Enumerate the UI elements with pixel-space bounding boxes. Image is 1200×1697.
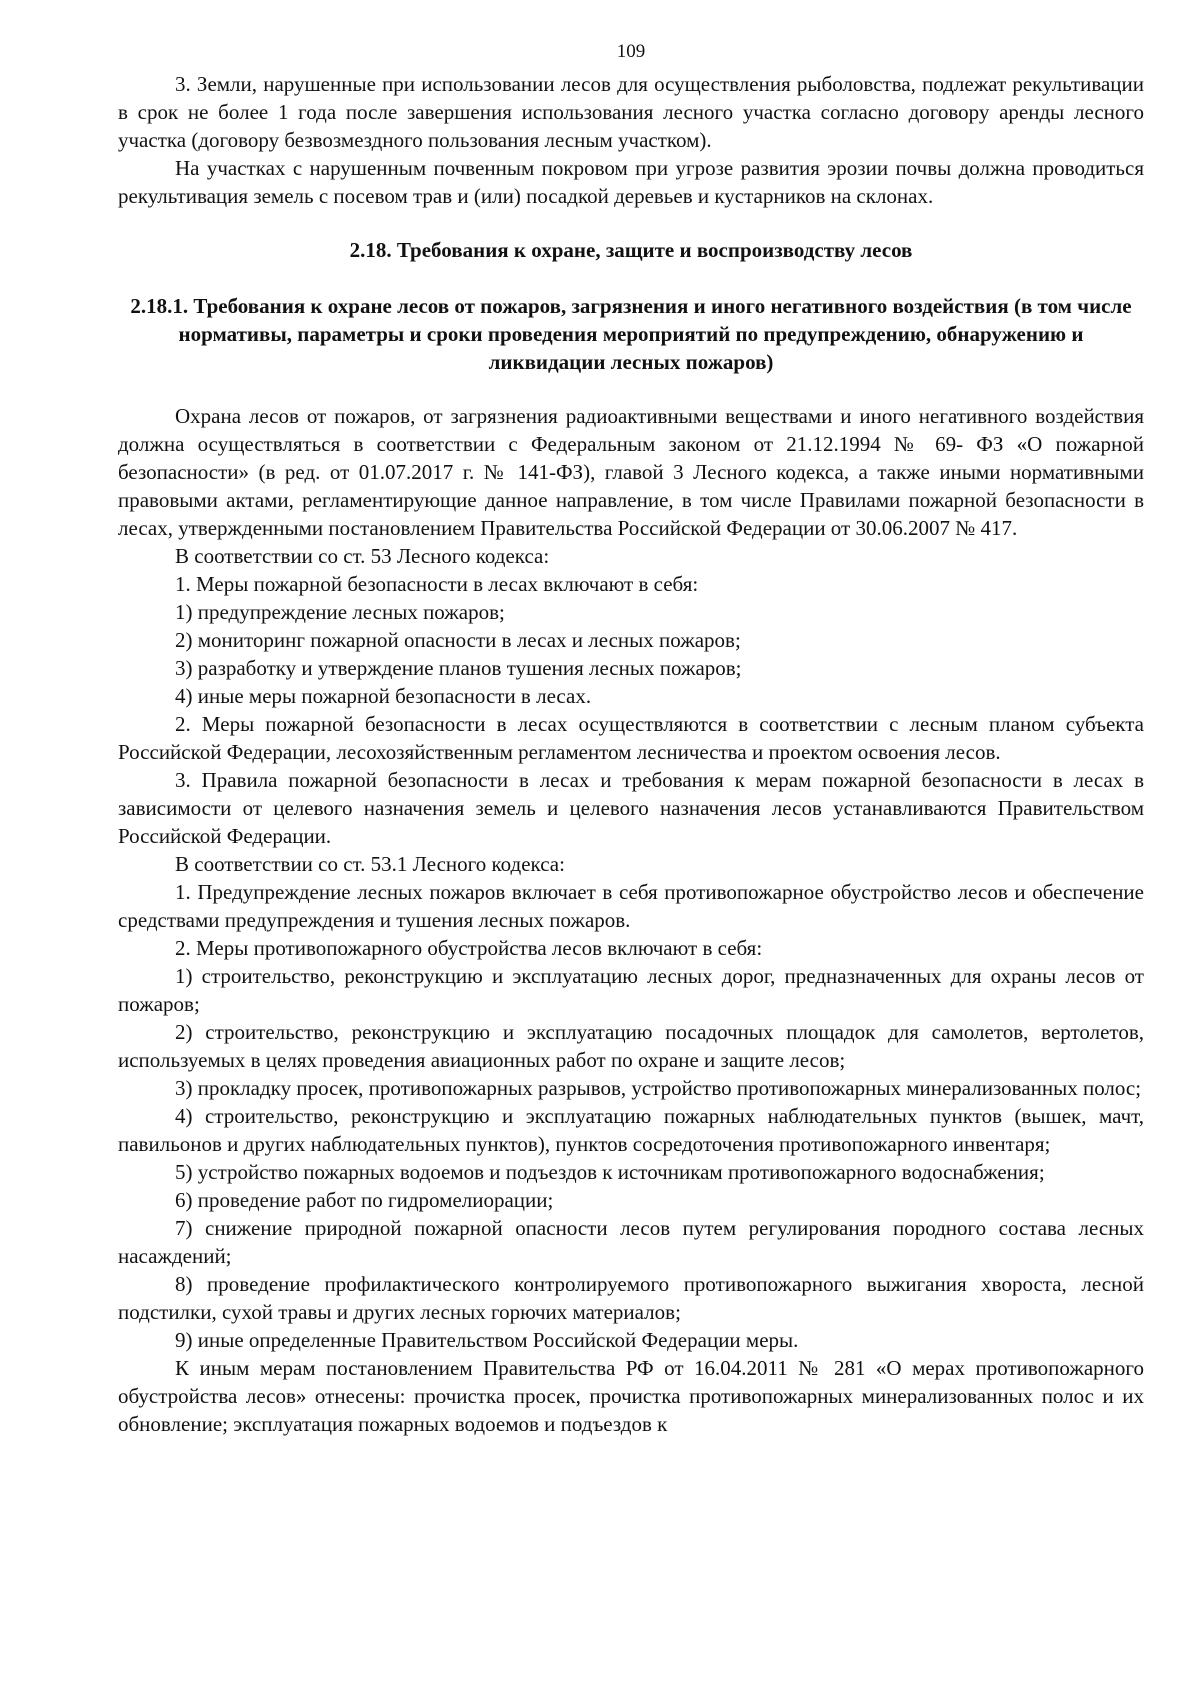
body-paragraph: 2. Меры противопожарного обустройства лесов включают в себя:	[175, 936, 763, 960]
body-paragraph: 8) проведение профилактического контролируемого противопожарного выжигания хвороста, лесной подстилки, сухой травы и других лесных горючих материалов;	[118, 1272, 1144, 1324]
body-paragraph: 6) проведение работ по гидромелиорации;	[175, 1188, 554, 1212]
section-heading: 2.18. Требования к охране, защите и воспроизводству лесов	[349, 238, 913, 262]
body-paragraph: К иным мерам постановлением Правительства РФ от 16.04.2011 № 281 «О мерах противопожарного обустройства лесов» отнесены: прочистка просек, прочистка противопожарных минерализованных полос и их обновление; эксплуатация пожарных водоемов и подъездов к	[118, 1356, 1144, 1436]
intro-paragraph: 3. Земли, нарушенные при использовании лесов для осуществления рыболовства, подлежат рекультивации в срок не более 1 года после завершения использования лесного участка согласно договору аренды лесного участка (договору безвозмездного пользования лесным участком).	[118, 72, 1144, 152]
body-paragraph: Охрана лесов от пожаров, от загрязнения радиоактивными веществами и иного негативного воздействия должна осуществляться в соответствии с Федеральным законом от 21.12.1994 № 69- ФЗ «О пожарной безопасности» (в ред. от 01.07.2017 г. № 141-ФЗ), главой 3 Лесного кодекса, а также иными нормативными правовыми актами, регламентирующие данное направление, в том числе Правилами пожарной безопасности в лесах, утвержденными постановлением Правительства Российской Федерации от 30.06.2007 № 417.	[118, 404, 1144, 540]
document-page	[118, 38, 1144, 1438]
subsection-heading: 2.18.1. Требования к охране лесов от пожаров, загрязнения и иного негативного воздействия (в том числе нормативы, параметры и сроки проведения мероприятий по предупреждению, обнаружению и ликвидации лесных пожаров)	[130, 294, 1132, 374]
body-paragraph: 2) мониторинг пожарной опасности в лесах и лесных пожаров;	[175, 628, 741, 652]
body-paragraph: В соответствии со ст. 53.1 Лесного кодекса:	[175, 852, 565, 876]
body-paragraph: 4) иные меры пожарной безопасности в лесах.	[175, 684, 592, 708]
body-paragraph: 3. Правила пожарной безопасности в лесах и требования к мерам пожарной безопасности в лесах в зависимости от целевого назначения земель и целевого назначения лесов устанавливаются Правительством Российской Федерации.	[118, 768, 1144, 848]
intro-paragraph: На участках с нарушенным почвенным покровом при угрозе развития эрозии почвы должна проводиться рекультивация земель с посевом трав и (или) посадкой деревьев и кустарников на склонах.	[118, 156, 1144, 208]
body-paragraph: 4) строительство, реконструкцию и эксплуатацию пожарных наблюдательных пунктов (вышек, мачт, павильонов и других наблюдательных пунктов), пунктов сосредоточения противопожарного инвентаря;	[118, 1104, 1144, 1156]
body-paragraph: 2) строительство, реконструкцию и эксплуатацию посадочных площадок для самолетов, вертолетов, используемых в целях проведения авиационных работ по охране и защите лесов;	[118, 1020, 1144, 1072]
body-paragraph: 2. Меры пожарной безопасности в лесах осуществляются в соответствии с лесным планом субъекта Российской Федерации, лесохозяйственным регламентом лесничества и проектом освоения лесов.	[118, 712, 1144, 764]
body-paragraph: 1) строительство, реконструкцию и эксплуатацию лесных дорог, предназначенных для охраны лесов от пожаров;	[118, 964, 1144, 1016]
body-text	[118, 402, 1144, 1438]
body-paragraph: 1) предупреждение лесных пожаров;	[175, 600, 505, 624]
body-paragraph: 7) снижение природной пожарной опасности лесов путем регулирования породного состава лесных насаждений;	[118, 1216, 1144, 1268]
body-paragraph: 9) иные определенные Правительством Российской Федерации меры.	[175, 1328, 799, 1352]
body-paragraph: 5) устройство пожарных водоемов и подъездов к источникам противопожарного водоснабжения;	[175, 1160, 1045, 1184]
body-paragraph: 1. Меры пожарной безопасности в лесах включают в себя:	[175, 572, 699, 596]
body-paragraph: 3) прокладку просек, противопожарных разрывов, устройство противопожарных минерализованных полос;	[175, 1076, 1142, 1100]
body-paragraph: 1. Предупреждение лесных пожаров включает в себя противопожарное обустройство лесов и обеспечение средствами предупреждения и тушения лесных пожаров.	[118, 880, 1144, 932]
body-paragraph: 3) разработку и утверждение планов тушения лесных пожаров;	[175, 656, 742, 680]
page-number: 109	[616, 41, 646, 62]
body-paragraph: В соответствии со ст. 53 Лесного кодекса:	[175, 544, 550, 568]
